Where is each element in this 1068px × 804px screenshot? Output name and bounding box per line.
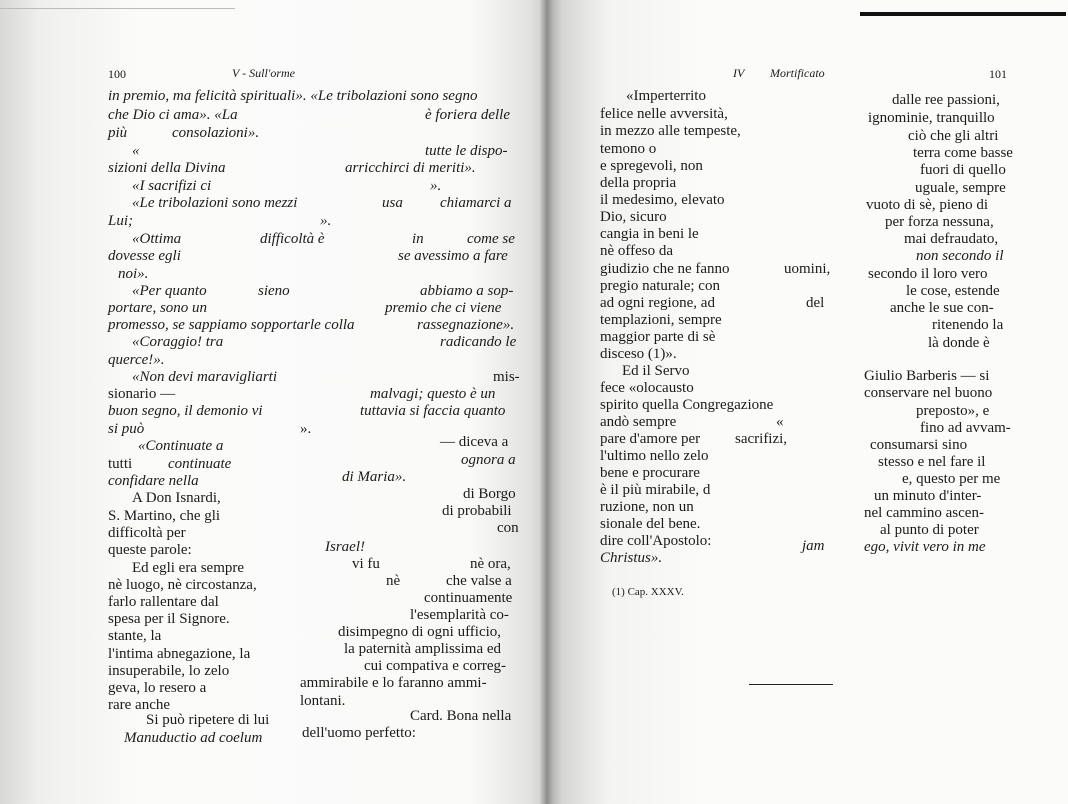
text-line: «Per quanto (132, 283, 207, 299)
text-line: mis- (493, 369, 520, 385)
text-line: disceso (1)». (600, 346, 677, 362)
text-line: sizioni della Divina (108, 160, 226, 176)
text-line: fino ad avvam- (920, 420, 1011, 436)
text-line: «Non devi maravigliarti (132, 369, 277, 385)
text-line: Manuductio ad coelum (124, 730, 263, 746)
text-line: dire coll'Apostolo: (600, 533, 712, 549)
text-line: al punto di poter (880, 522, 979, 538)
text-line: ignominie, tranquillo (868, 110, 995, 126)
text-line: consolazioni». (172, 125, 260, 141)
text-line: «Ottima (132, 231, 182, 247)
text-line: del (806, 295, 825, 311)
text-line: « (132, 143, 140, 159)
text-line: premio che ci viene (385, 300, 502, 316)
text-line: Lui; (108, 213, 134, 229)
text-line: queste parole: (108, 542, 192, 558)
text-line: querce!». (108, 352, 165, 368)
text-line: S. Martino, che gli (108, 508, 221, 524)
text-line: arricchirci di meriti». (345, 160, 476, 176)
text-line: in premio, ma felicità spirituali». «Le tribolazioni sono segno (108, 88, 478, 104)
text-line: malvagi; questo è un (370, 386, 496, 402)
text-line: dovesse egli (108, 248, 181, 264)
text-line: tutti (108, 456, 133, 472)
text-line: «Coraggio! tra (132, 334, 224, 350)
text-line: ciò che gli altri (908, 128, 999, 144)
text-line: Ed il Servo (622, 363, 690, 379)
text-line: e, questo per me (902, 471, 1001, 487)
text-line: di probabili (442, 503, 512, 519)
text-line: uguale, sempre (915, 180, 1006, 196)
text-line: Christus». (600, 550, 663, 566)
text-line: fece «olocausto (600, 380, 694, 396)
right-running-head: Mortificato (770, 66, 825, 80)
text-line: felice nelle avversità, (600, 106, 728, 122)
footnote-rule (749, 684, 833, 685)
text-line: insuperabile, lo zelo (108, 663, 230, 679)
text-line: rare anche (108, 697, 171, 713)
text-line: dalle ree passioni, (892, 92, 1000, 108)
text-line: è il più mirabile, d (600, 482, 711, 498)
text-line: con (497, 520, 519, 536)
footnote: (1) Cap. XXXV. (612, 586, 684, 598)
left-running-head: V - Sull'orme (232, 66, 296, 80)
text-line: in (412, 231, 424, 247)
text-line: nè (386, 573, 401, 589)
text-line: come se (467, 231, 515, 247)
text-line: che valse a (446, 573, 512, 589)
text-line: «Imperterrito (626, 88, 706, 104)
text-line: è foriera delle (425, 107, 510, 123)
text-line: Israel! (325, 539, 365, 555)
text-line: Ed egli era sempre (132, 560, 245, 576)
text-line: vi fu (352, 556, 380, 572)
text-line: uomini, (784, 261, 831, 277)
text-line: l'ultimo nello zelo (600, 448, 709, 464)
text-line: ad ogni regione, ad (600, 295, 715, 311)
text-line: — diceva a (440, 434, 509, 450)
text-line: tuttavia si faccia quanto (360, 403, 506, 419)
text-line: farlo rallentare dal (108, 594, 219, 610)
text-line: nè ora, (470, 556, 511, 572)
text-line: anche le sue con- (890, 300, 994, 316)
text-line: dell'uomo perfetto: (302, 725, 416, 741)
text-line: preposto», e (916, 403, 990, 419)
scan-edge-bar (860, 12, 1066, 16)
text-line: nè offeso da (600, 243, 674, 259)
text-line: che Dio ci ama». «La (108, 107, 238, 123)
text-line: di Maria». (342, 469, 407, 485)
text-line: pare d'amore per (600, 431, 701, 447)
text-line: un minuto d'inter- (874, 488, 982, 504)
text-line: ». (300, 421, 312, 437)
text-line: portare, sono un (108, 300, 208, 316)
text-line: pregio naturale; con (600, 278, 720, 294)
text-line: difficoltà per (108, 525, 186, 541)
text-line: continuate (168, 456, 232, 472)
text-line: della propria (600, 175, 677, 191)
text-line: «Continuate a (138, 438, 224, 454)
text-line: terra come basse (913, 145, 1013, 161)
text-line: ammirabile e lo faranno ammi- (300, 675, 487, 691)
text-line: confidare nella (108, 473, 199, 489)
text-line: non secondo il (916, 248, 1004, 264)
text-line: cui compativa e correg- (364, 658, 507, 674)
text-line: nè luogo, nè circostanza, (108, 577, 257, 593)
text-line: l'esemplarità co- (410, 607, 509, 623)
text-line: spesa per il Signore. (108, 611, 230, 627)
text-line: nel cammino ascen- (864, 505, 984, 521)
text-line: fuori di quello (920, 162, 1006, 178)
text-line: giudizio che ne fanno (600, 261, 730, 277)
text-line: mai defraudato, (904, 231, 999, 247)
text-line: usa (382, 195, 403, 211)
text-line: le cose, estende (906, 283, 1000, 299)
text-line: tutte le dispo- (425, 143, 508, 159)
text-line: chiamarci a (440, 195, 512, 211)
text-line: geva, lo resero a (108, 680, 207, 696)
text-line: sacrifizi, (735, 431, 788, 447)
text-line: vuoto di sè, pieno di (866, 197, 989, 213)
text-line: e spregevoli, non (600, 158, 703, 174)
text-line: secondo il loro vero (868, 266, 988, 282)
text-line: jam (802, 538, 825, 554)
text-line: difficoltà è (260, 231, 325, 247)
text-line: spirito quella Congregazione (600, 397, 774, 413)
left-page-number: 100 (108, 67, 126, 81)
text-line: ognora a (461, 452, 516, 468)
book-gutter (540, 0, 554, 804)
text-line: l'intima abnegazione, la (108, 646, 251, 662)
text-line: bene e procurare (600, 465, 700, 481)
text-line: di Borgo (463, 486, 516, 502)
text-line: Giulio Barberis — si (864, 368, 990, 384)
text-line: se avessimo a fare (398, 248, 508, 264)
text-line: rassegnazione». (417, 317, 515, 333)
text-line: temono o (600, 141, 657, 157)
text-line: radicando le (440, 334, 517, 350)
text-line: promesso, se sappiamo sopportarle colla (108, 317, 355, 333)
text-line: templazioni, sempre (600, 312, 722, 328)
text-line: ego, vivit vero in me (864, 539, 986, 555)
text-line: là donde è (928, 335, 990, 351)
text-line: « (776, 414, 784, 430)
text-line: stante, la (108, 628, 162, 644)
text-line: più (108, 125, 128, 141)
text-line: ». (430, 178, 442, 194)
text-line: «Le tribolazioni sono mezzi (132, 195, 298, 211)
text-line: maggior parte di sè (600, 329, 716, 345)
text-line: buon segno, il demonio vi (108, 403, 263, 419)
text-line: «I sacrifizi ci (132, 178, 212, 194)
text-line: Dio, sicuro (600, 209, 667, 225)
text-line: Si può ripetere di lui (146, 712, 270, 728)
text-line: continuamente (424, 590, 513, 606)
text-line: A Don Isnardi, (132, 490, 221, 506)
text-line: conservare nel buono (864, 385, 993, 401)
right-page-number: 101 (989, 67, 1007, 81)
text-line: sieno (258, 283, 290, 299)
text-line: cangia in beni le (600, 226, 699, 242)
text-line: ritenendo la (932, 317, 1004, 333)
text-line: disimpegno di ogni ufficio, (338, 624, 502, 640)
text-line: sionario — (108, 386, 176, 402)
text-line: lontani. (300, 693, 346, 709)
text-line: andò sempre (600, 414, 677, 430)
paper-edge (0, 0, 235, 9)
text-line: abbiamo a sop- (420, 283, 514, 299)
text-line: sionale del bene. (600, 516, 701, 532)
text-line: per forza nessuna, (885, 214, 994, 230)
text-line: si può (108, 421, 145, 437)
text-line: il medesimo, elevato (600, 192, 725, 208)
text-line: stesso e nel fare il (878, 454, 986, 470)
right-running-head-number: IV (733, 66, 745, 80)
text-line: noi». (118, 266, 149, 282)
text-line: Card. Bona nella (410, 708, 512, 724)
text-line: ruzione, non un (600, 499, 694, 515)
text-line: in mezzo alle tempeste, (600, 123, 741, 139)
text-line: la paternità amplissima ed (344, 641, 502, 657)
text-line: ». (320, 213, 332, 229)
text-line: consumarsi sino (870, 437, 968, 453)
